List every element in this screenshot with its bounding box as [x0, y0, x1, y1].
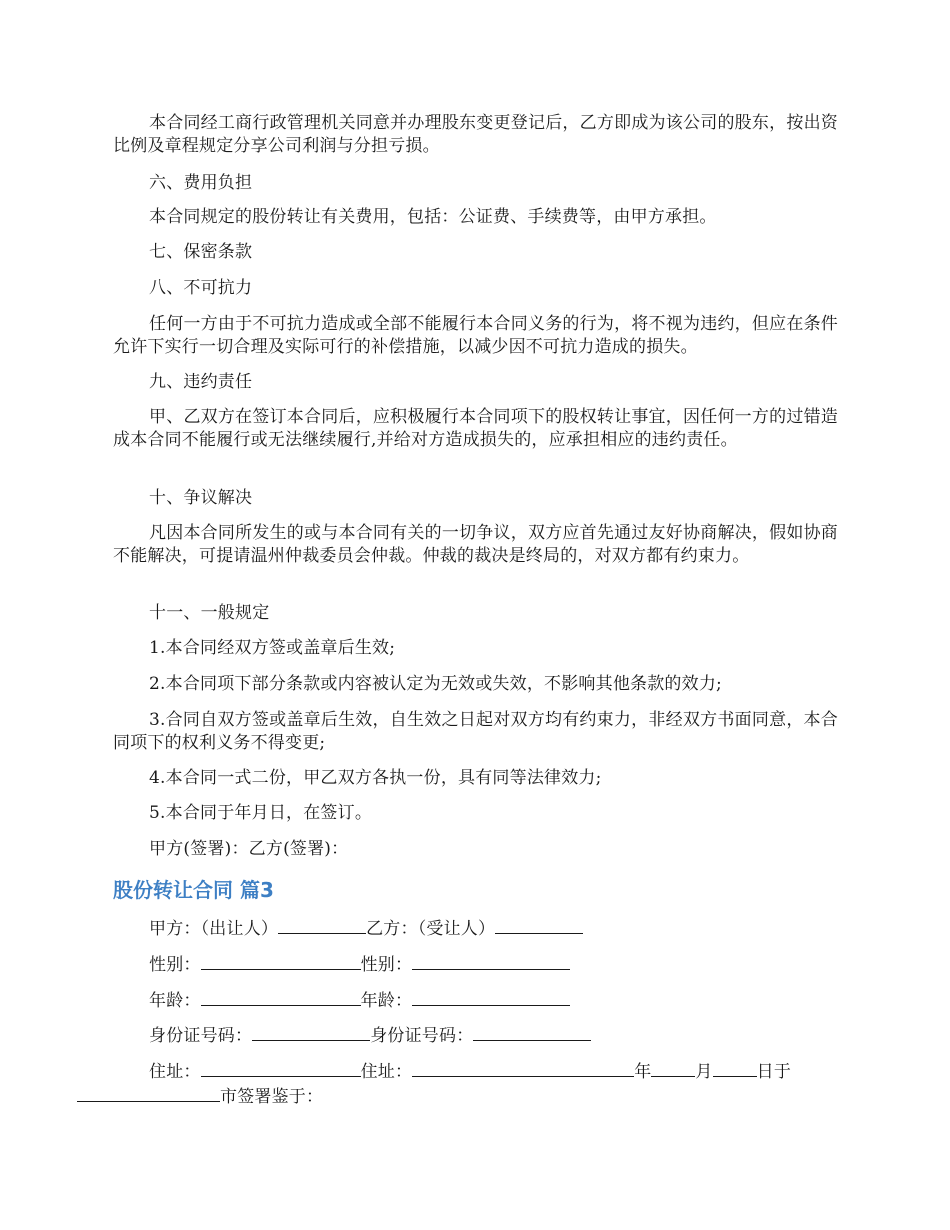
- age-blank-a[interactable]: [201, 988, 361, 1006]
- gender-label-b: 性别：: [360, 955, 413, 975]
- year-label: 年: [634, 1062, 652, 1082]
- paragraph-costs: 本合同规定的股份转让有关费用，包括：公证费、手续费等，由甲方承担。: [149, 207, 717, 227]
- clause-heading-general: 十一、一般规定: [149, 603, 270, 623]
- day-blank[interactable]: [713, 1059, 757, 1077]
- clause-heading-costs: 六、费用负担: [149, 173, 253, 193]
- paragraph-liability: 甲、乙双方在签订本合同后，应积极履行本合同项下的股权转让事宜，因任何一方的过错造成本合同不能履行或无法继续履行,并给对方造成损失的，应承担相应的违约责任。: [113, 407, 838, 450]
- id-blank-a[interactable]: [252, 1023, 370, 1041]
- party-b-label: 乙方：（受让人）: [366, 919, 496, 939]
- id-label-b: 身份证号码：: [370, 1026, 474, 1046]
- form-row-parties: [113, 916, 838, 939]
- form-row-address: [113, 1059, 838, 1109]
- city-label: 市签署鉴于：: [220, 1087, 324, 1107]
- form-row-gender: [113, 952, 838, 975]
- id-blank-b[interactable]: [473, 1023, 591, 1041]
- form-row-id: [113, 1023, 838, 1046]
- gender-blank-b[interactable]: [412, 952, 570, 970]
- clause-heading-force-majeure: 八、不可抗力: [149, 278, 253, 298]
- clause-heading-confidentiality: 七、保密条款: [149, 242, 253, 262]
- party-a-blank[interactable]: [278, 916, 366, 934]
- general-item-3: 3.合同自双方签或盖章后生效，自生效之日起对双方均有约束力，非经双方书面同意，本合同项下的权利义务不得变更;: [113, 710, 838, 753]
- gender-blank-a[interactable]: [201, 952, 361, 970]
- city-blank[interactable]: [77, 1084, 220, 1102]
- paragraph-disputes: 凡因本合同所发生的或与本合同有关的一切争议，双方应首先通过友好协商解决，假如协商不能解决，可提请温州仲裁委员会仲裁。仲裁的裁决是终局的，对双方都有约束力。: [113, 523, 838, 566]
- section-heading: 股份转让合同 篇3: [113, 878, 274, 902]
- paragraph-force-majeure: 任何一方由于不可抗力造成或全部不能履行本合同义务的行为，将不视为违约，但应在条件允许下实行一切合理及实际可行的补偿措施，以减少因不可抗力造成的损失。: [113, 314, 838, 357]
- general-item-1: 1.本合同经双方签或盖章后生效;: [149, 638, 396, 658]
- address-blank-b[interactable]: [412, 1059, 634, 1077]
- age-label-b: 年龄：: [360, 991, 413, 1011]
- clause-heading-liability: 九、违约责任: [149, 372, 253, 392]
- form-row-age: [113, 988, 838, 1011]
- party-a-label: 甲方：（出让人）: [149, 919, 279, 939]
- address-blank-a[interactable]: [201, 1059, 361, 1077]
- signature-line: 甲方(签署)：乙方(签署)：: [149, 839, 349, 859]
- day-label: 日于: [756, 1062, 792, 1082]
- clause-heading-disputes: 十、争议解决: [149, 488, 253, 508]
- address-label-b: 住址：: [360, 1062, 413, 1082]
- month-label: 月: [695, 1062, 713, 1082]
- general-item-2: 2.本合同项下部分条款或内容被认定为无效或失效，不影响其他条款的效力;: [149, 674, 722, 694]
- id-label-a: 身份证号码：: [149, 1026, 253, 1046]
- address-label-a: 住址：: [149, 1062, 201, 1082]
- gender-label-a: 性别：: [149, 955, 201, 975]
- age-label-a: 年龄：: [149, 991, 201, 1011]
- party-b-blank[interactable]: [495, 916, 583, 934]
- paragraph-shareholder-registration: 本合同经工商行政管理机关同意并办理股东变更登记后，乙方即成为该公司的股东，按出资比例及章程规定分享公司利润与分担亏损。: [113, 113, 838, 156]
- general-item-5: 5.本合同于年月日，在签订。: [149, 803, 373, 823]
- month-blank[interactable]: [651, 1059, 695, 1077]
- age-blank-b[interactable]: [412, 988, 570, 1006]
- general-item-4: 4.本合同一式二份，甲乙双方各执一份，具有同等法律效力;: [149, 768, 602, 788]
